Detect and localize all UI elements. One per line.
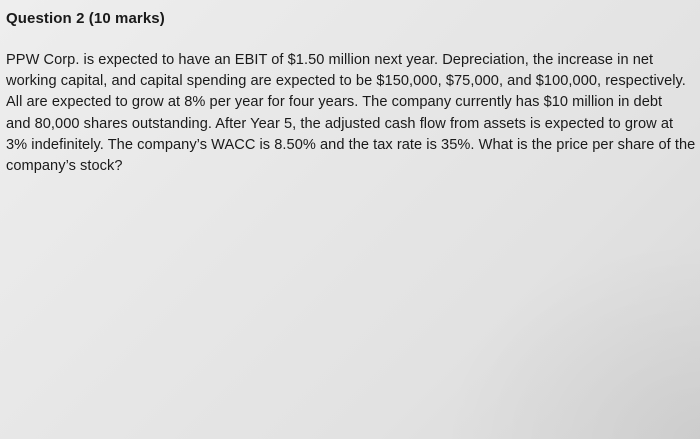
question-line: and 80,000 shares outstanding. After Year 5, the adjusted cash flow from assets is expected to grow at (6, 115, 674, 132)
question-line: working capital, and capital spending are expected to be $150,000, $75,000, and $100,000, respectively. (6, 73, 686, 90)
question-line: PPW Corp. is expected to have an EBIT of $1.50 million next year. Depreciation, the increase in net (6, 52, 654, 68)
question-line: 3% indefinitely. The company’s WACC is 8.50% and the tax rate is 35%. What is the price per share of the (6, 136, 696, 153)
question-body (6, 50, 694, 177)
paper-shadow (440, 239, 700, 439)
question-heading: Question 2 (10 marks) (6, 10, 165, 27)
question-line: company’s stock? (6, 158, 123, 175)
question-line: All are expected to grow at 8% per year for four years. The company currently has $10 million in debt (6, 94, 663, 111)
